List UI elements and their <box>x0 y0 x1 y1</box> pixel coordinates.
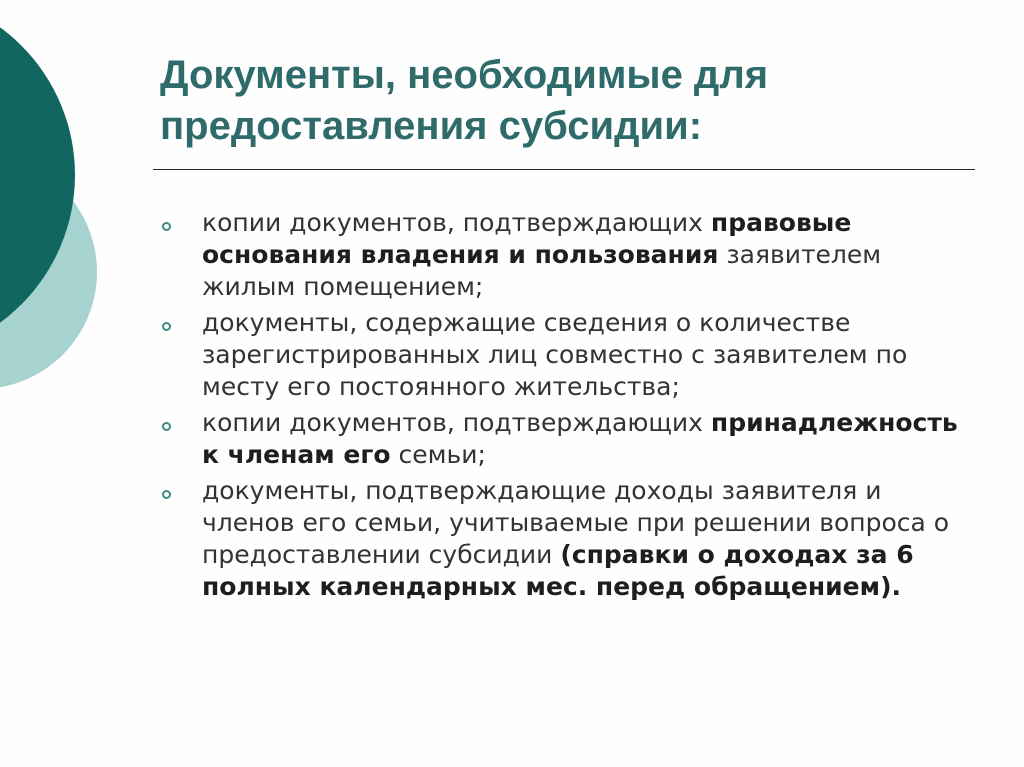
item-text: документы, подтверждающие доходы заявителя и членов его семьи, учитываемые при решении вопроса о предоставлении субсидии <box>202 476 950 569</box>
list-item <box>160 207 970 303</box>
hollow-circle-bullet-icon <box>162 322 171 331</box>
decorative-circles <box>0 0 110 400</box>
item-bold-text: принадлежность к членам его <box>202 408 958 469</box>
item-bold-text: правовые основания владения и пользования <box>202 208 852 269</box>
item-text: документы, содержащие сведения о количестве зарегистрированных лиц совместно с заявителем по месту его постоянного жительства; <box>202 308 908 401</box>
item-text-end: семьи; <box>390 440 486 469</box>
list-item <box>160 307 970 403</box>
hollow-circle-bullet-icon <box>162 422 171 431</box>
title-line-2: предоставления субсидии: <box>160 104 703 148</box>
hollow-circle-bullet-icon <box>162 222 171 231</box>
item-text-end: заявителем жилым помещением; <box>202 240 882 301</box>
title-line-1: Документы, необходимые для <box>160 53 769 97</box>
slide-title <box>160 50 980 152</box>
document-list <box>160 207 970 607</box>
list-item <box>160 407 970 471</box>
title-divider <box>153 169 975 170</box>
list-item <box>160 475 970 603</box>
item-text: копии документов, подтверждающих <box>202 208 711 237</box>
item-bold-text: (справки о доходах за 6 полных календарных мес. перед обращением). <box>202 540 914 601</box>
item-text: копии документов, подтверждающих <box>202 408 711 437</box>
hollow-circle-bullet-icon <box>162 490 171 499</box>
